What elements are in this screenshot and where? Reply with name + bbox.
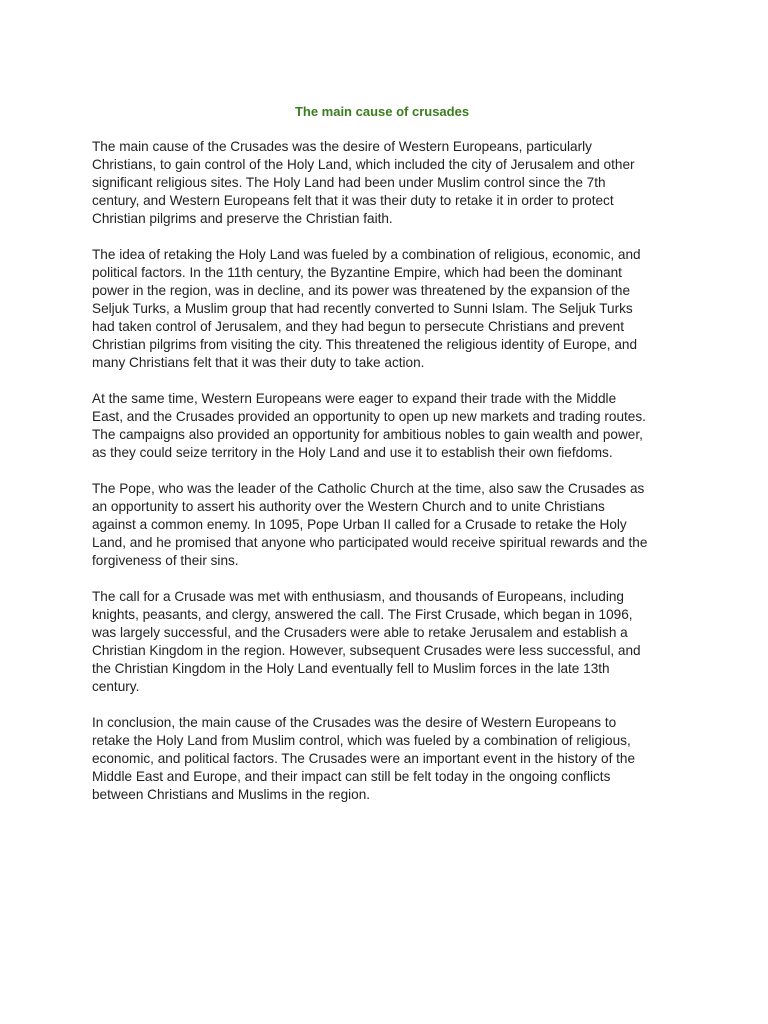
text-line: Christians, to gain control of the Holy Land, which included the city of Jerusalem and other xyxy=(92,157,635,172)
paragraph-4 xyxy=(92,480,682,570)
text-line: The main cause of the Crusades was the desire of Western Europeans, particularly xyxy=(92,139,592,154)
text-line: The campaigns also provided an opportunity for ambitious nobles to gain wealth and power, xyxy=(92,427,643,442)
paragraph-1 xyxy=(92,138,682,228)
text-line: an opportunity to assert his authority over the Western Church and to unite Christians xyxy=(92,499,605,514)
text-line: Christian pilgrims from visiting the city. This threatened the religious identity of Europe, and xyxy=(92,337,638,352)
text-line: The Pope, who was the leader of the Catholic Church at the time, also saw the Crusades as xyxy=(92,481,645,496)
text-line: was largely successful, and the Crusaders were able to retake Jerusalem and establish a xyxy=(92,625,628,640)
text-line: significant religious sites. The Holy Land had been under Muslim control since the 7th xyxy=(92,175,606,190)
text-line: Christian Kingdom in the region. However, subsequent Crusades were less successful, and xyxy=(92,643,641,658)
document-body xyxy=(92,138,682,822)
text-line: against a common enemy. In 1095, Pope Urban II called for a Crusade to retake the Holy xyxy=(92,517,627,532)
text-line: The call for a Crusade was met with enthusiasm, and thousands of Europeans, including xyxy=(92,589,624,604)
text-line: had taken control of Jerusalem, and they had begun to persecute Christians and prevent xyxy=(92,319,625,334)
text-line: The idea of retaking the Holy Land was fueled by a combination of religious, economic, and xyxy=(92,247,641,262)
text-line: century. xyxy=(92,679,140,694)
text-line: century, and Western Europeans felt that it was their duty to retake it in order to protect xyxy=(92,193,614,208)
text-line: political factors. In the 11th century, the Byzantine Empire, which had been the dominant xyxy=(92,265,622,280)
text-line: forgiveness of their sins. xyxy=(92,553,239,568)
text-line: economic, and political factors. The Crusades were an important event in the history of the xyxy=(92,751,636,766)
text-line: many Christians felt that it was their duty to take action. xyxy=(92,355,425,370)
text-line: the Christian Kingdom in the Holy Land eventually fell to Muslim forces in the late 13th xyxy=(92,661,610,676)
text-line: At the same time, Western Europeans were eager to expand their trade with the Middle xyxy=(92,391,617,406)
text-line: Land, and he promised that anyone who participated would receive spiritual rewards and the xyxy=(92,535,648,550)
text-line: Middle East and Europe, and their impact can still be felt today in the ongoing conflicts xyxy=(92,769,611,784)
text-line: between Christians and Muslims in the region. xyxy=(92,787,371,802)
text-line: In conclusion, the main cause of the Crusades was the desire of Western Europeans to xyxy=(92,715,617,730)
paragraph-3 xyxy=(92,390,682,462)
document-title: The main cause of crusades xyxy=(294,104,470,119)
text-line: power in the region, was in decline, and its power was threatened by the expansion of the xyxy=(92,283,631,298)
text-line: retake the Holy Land from Muslim control, which was fueled by a combination of religious, xyxy=(92,733,631,748)
text-line: East, and the Crusades provided an opportunity to open up new markets and trading routes. xyxy=(92,409,646,424)
text-line: as they could seize territory in the Holy Land and use it to establish their own fiefdoms. xyxy=(92,445,613,460)
paragraph-6 xyxy=(92,714,682,804)
paragraph-2 xyxy=(92,246,682,372)
text-line: Seljuk Turks, a Muslim group that had recently converted to Sunni Islam. The Seljuk Turks xyxy=(92,301,633,316)
text-line: knights, peasants, and clergy, answered the call. The First Crusade, which began in 1096, xyxy=(92,607,633,622)
paragraph-5 xyxy=(92,588,682,696)
text-line: Christian pilgrims and preserve the Christian faith. xyxy=(92,211,393,226)
